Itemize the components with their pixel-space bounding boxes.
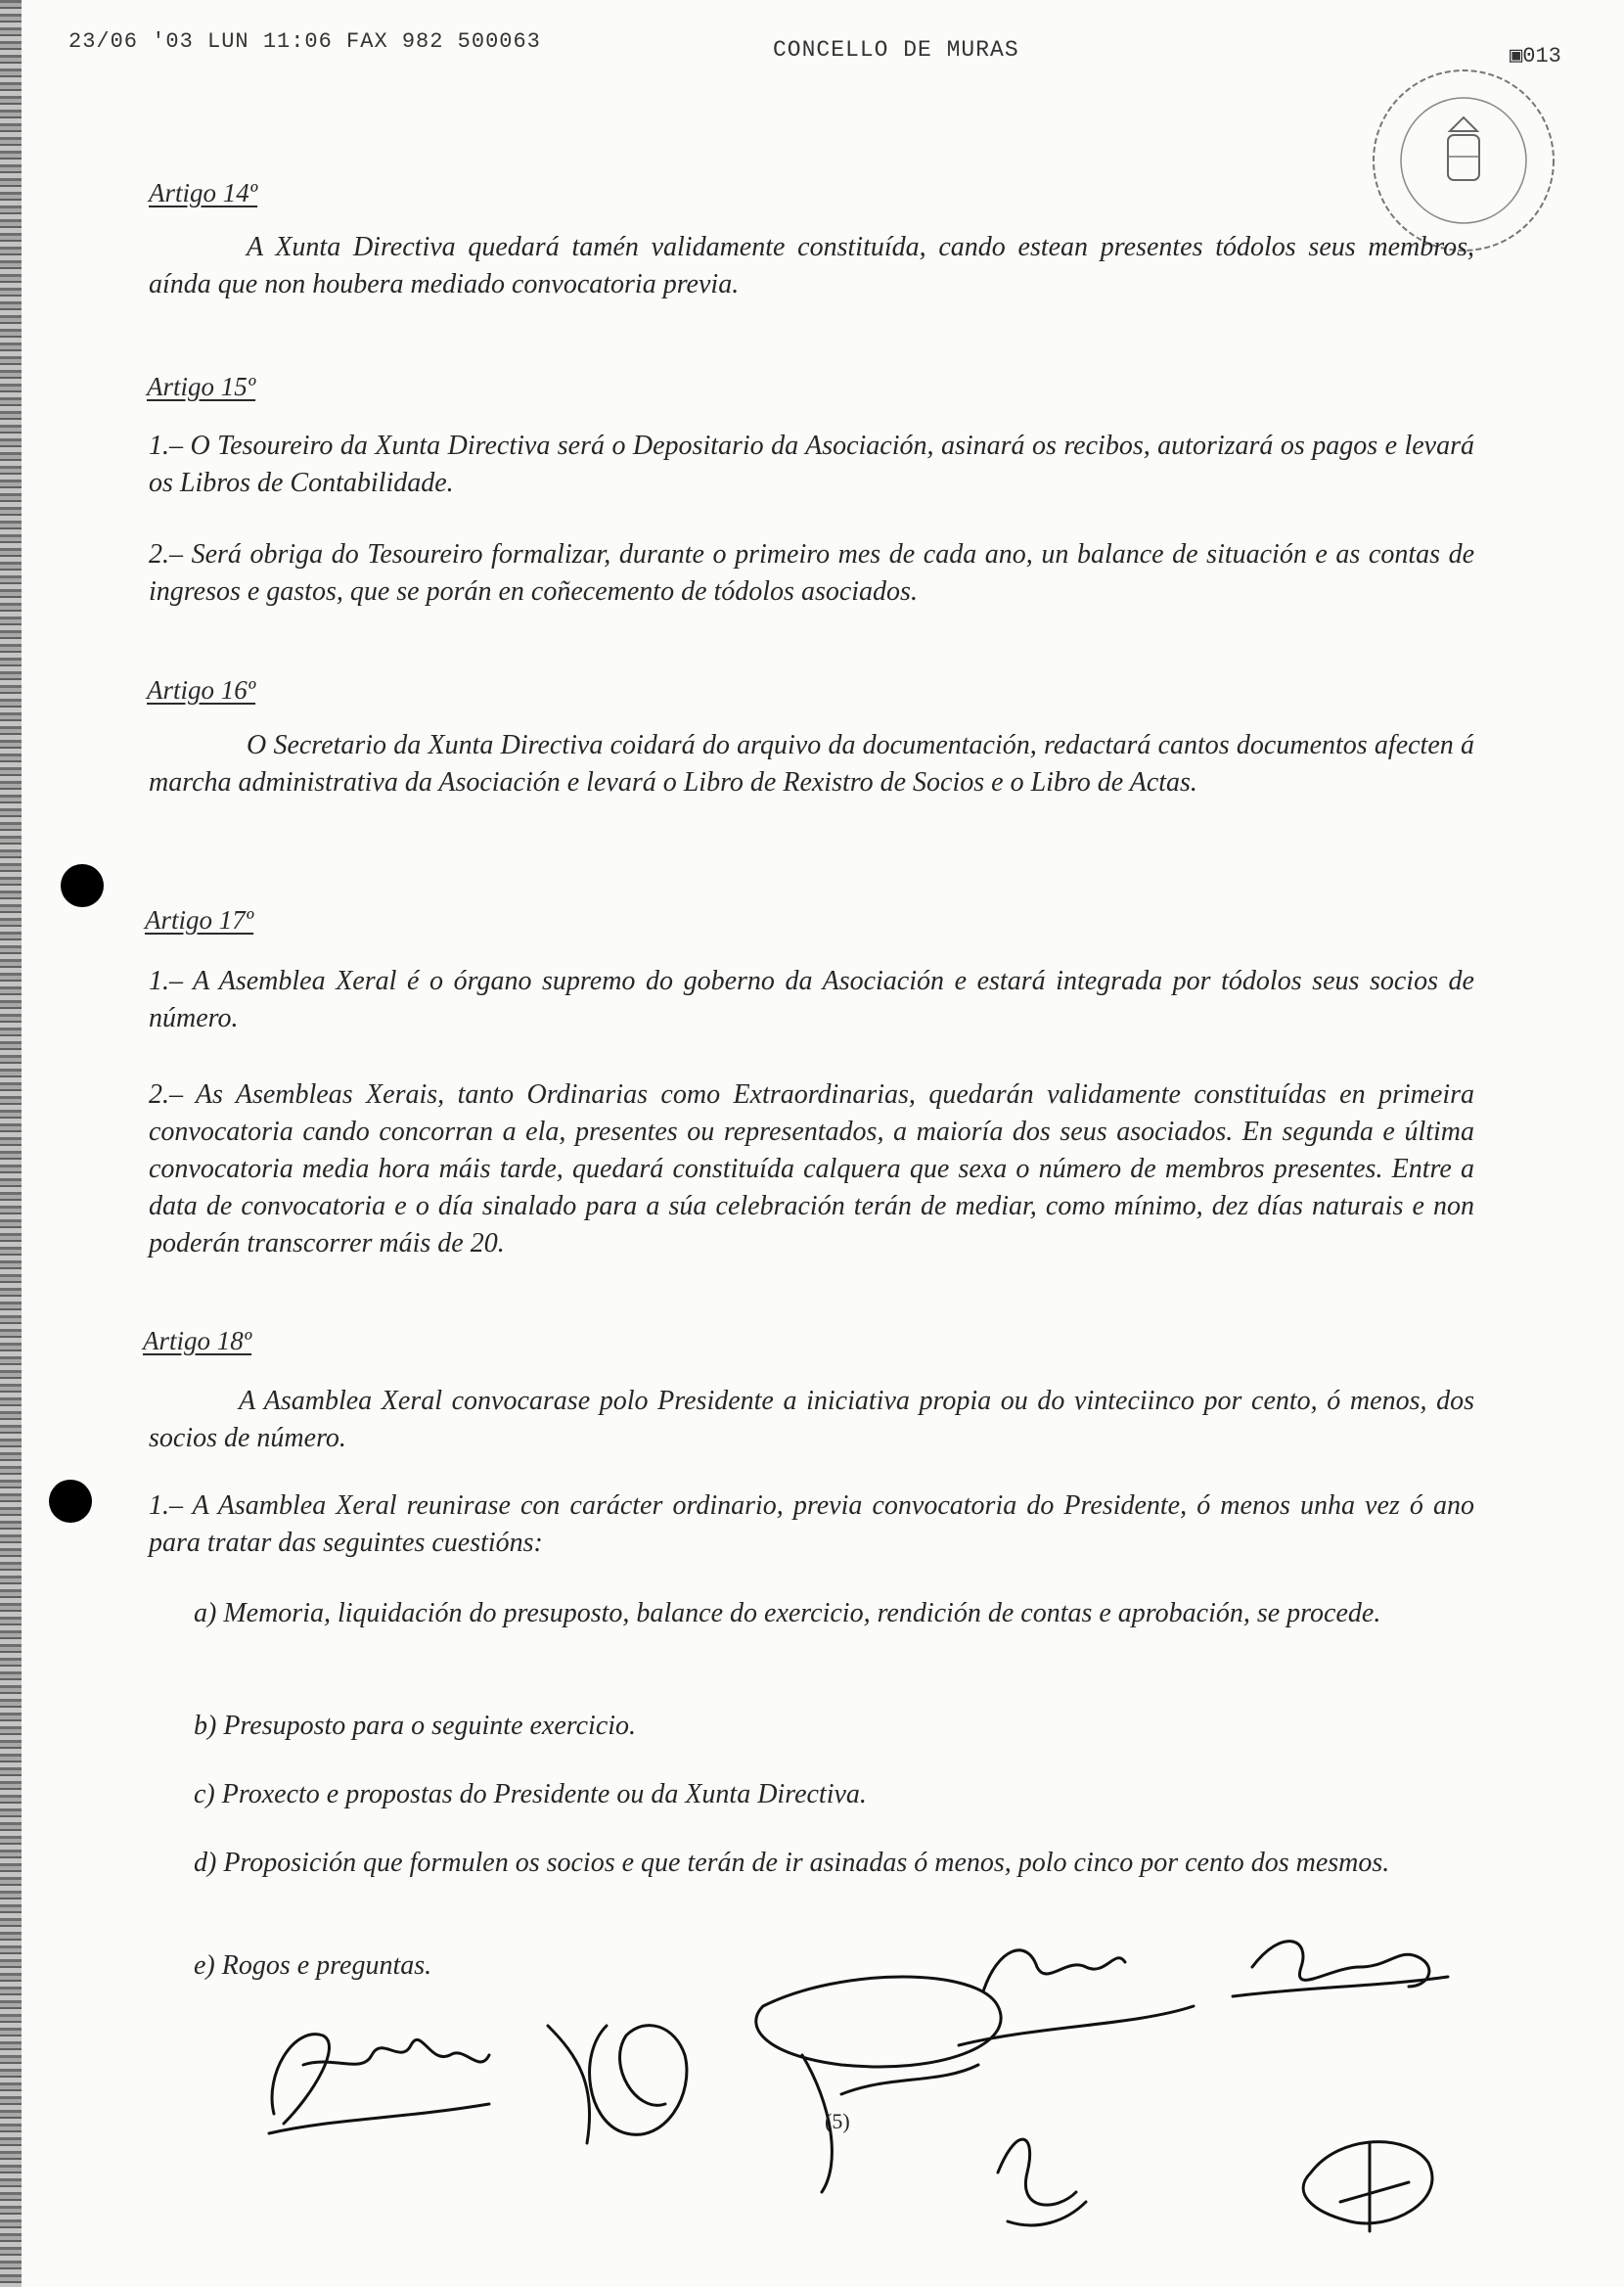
footer-page-mark: (5) <box>825 2109 850 2133</box>
fax-page-number: ▣013 <box>1510 44 1561 69</box>
list-item-d: d) Proposición que formulen os socios e que terán de ir asinadas ó menos, polo cinco por cento dos mesmos. <box>194 1848 1390 1878</box>
article-15-p1: 1.– O Tesoureiro da Xunta Directiva será o Depositario da Asociación, asinará os recibos, autorizará os pagos e levará os Libros de Contabilidade. <box>149 431 1474 498</box>
article-18-heading: Artigo 18º <box>143 1326 252 1355</box>
article-18-p1: 1.– A Asamblea Xeral reunirase con carácter ordinario, previa convocatoria do Presidente, ó menos unha vez ó ano para tratar das seguintes cuestións: <box>149 1490 1474 1558</box>
article-16-heading: Artigo 16º <box>147 675 256 705</box>
article-16-text: O Secretario da Xunta Directiva coidará do arquivo da documentación, redactará cantos documentos afecten á marcha administrativa da Asociación e levará o Libro de Rexistro de Socios e o Libro de Actas. <box>149 730 1474 798</box>
punch-hole-dot <box>49 1480 92 1523</box>
article-17-heading: Artigo 17º <box>145 905 254 935</box>
signatures <box>254 1908 1526 2280</box>
article-14-text: A Xunta Directiva quedará tamén validamente constituída, cando estean presentes tódolos seus membros, aínda que non houbera mediado convocatoria previa. <box>149 232 1474 299</box>
article-14-heading: Artigo 14º <box>149 178 258 207</box>
scan-edge <box>0 0 22 2287</box>
punch-hole-dot <box>61 864 104 907</box>
article-18-text: A Asamblea Xeral convocarase polo Presidente a iniciativa propia ou do vinteciinco por cento, ó menos, dos socios de número. <box>149 1386 1474 1453</box>
article-17-p1: 1.– A Asemblea Xeral é o órgano supremo do goberno da Asociación e estará integrada por tódolos seus socios de número. <box>149 966 1474 1033</box>
list-item-c: c) Proxecto e propostas do Presidente ou da Xunta Directiva. <box>194 1779 867 1809</box>
office-name: CONCELLO DE MURAS <box>773 37 1019 63</box>
list-item-a: a) Memoria, liquidación do presuposto, balance do exercicio, rendición de contas e aprobación, se procede. <box>194 1598 1381 1628</box>
list-item-b: b) Presuposto para o seguinte exercicio. <box>194 1711 637 1741</box>
article-15-heading: Artigo 15º <box>147 372 256 401</box>
article-15-p2: 2.– Será obriga do Tesoureiro formalizar, durante o primeiro mes de cada ano, un balance de situación e as contas de ingresos e gastos, que se porán en coñecemento de tódolos asociados. <box>149 539 1474 607</box>
fax-header: 23/06 '03 LUN 11:06 FAX 982 500063 <box>68 29 541 54</box>
list-item-e: e) Rogos e preguntas. <box>194 1950 432 1981</box>
article-17-p2: 2.– As Asembleas Xerais, tanto Ordinarias como Extraordinarias, quedarán validamente constituídas en primeira convocatoria cando concorran a ela, presentes ou representados, a maioría dos seus asociados. En segunda e última convocatoria media hora máis tarde, quedará constituída calquera que sexa o número de membros presentes. Entre a data de convocatoria e o día sinalado para a súa celebración terán de mediar, como mínimo, dez días naturais e non poderán transcorrer máis de 20. <box>149 1079 1474 1258</box>
